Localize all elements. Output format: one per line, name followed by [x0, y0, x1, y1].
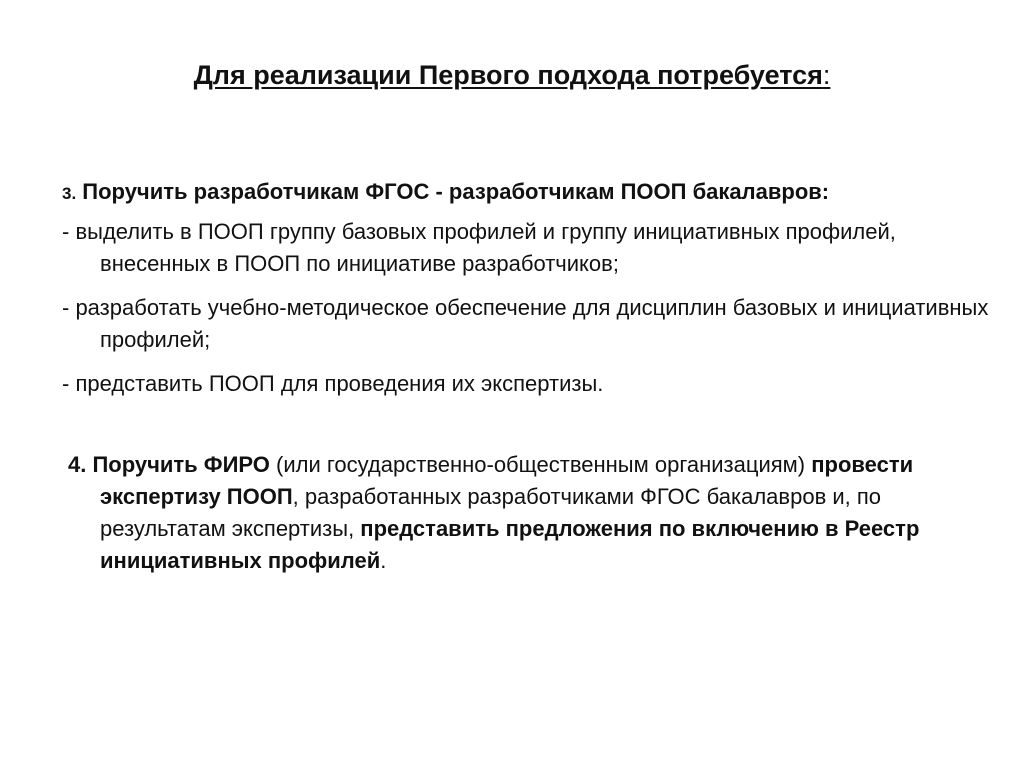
- section-4-part-2: , разработанных разработчиками ФГОС бакалавров и, по результатам экспертизы,: [100, 484, 882, 541]
- section-3-heading: [62, 176, 962, 210]
- section-3-number: 3.: [62, 184, 77, 203]
- section-4-end: .: [380, 548, 387, 573]
- section-4-part-1: (или государственно-общественным организациям): [269, 452, 812, 477]
- section-4-lead: 4. Поручить ФИРО: [68, 452, 270, 477]
- slide-title: [0, 55, 1024, 95]
- section-3-bullet-3: - представить ПООП для проведения их экспертизы.: [62, 371, 604, 396]
- section-4-bold-2: провести экспертизу ПООП: [100, 452, 914, 509]
- section-3-heading-text: Поручить разработчикам ФГОС - разработчикам ПООП бакалавров:: [76, 179, 830, 204]
- section-4-paragraph: [68, 449, 1000, 577]
- section-4-bold-3: представить предложения по включению в Реестр инициативных профилей: [100, 516, 920, 573]
- slide-title-colon: :: [822, 60, 831, 90]
- section-3-bullet-2: - разработать учебно-методическое обеспечение для дисциплин базовых и инициативных профилей;: [62, 295, 989, 352]
- section-3-bullet-1: - выделить в ПООП группу базовых профилей и группу инициативных профилей, внесенных в ПООП по инициативе разработчиков;: [62, 219, 896, 276]
- slide-title-text: Для реализации Первого подхода потребуется: [193, 60, 823, 90]
